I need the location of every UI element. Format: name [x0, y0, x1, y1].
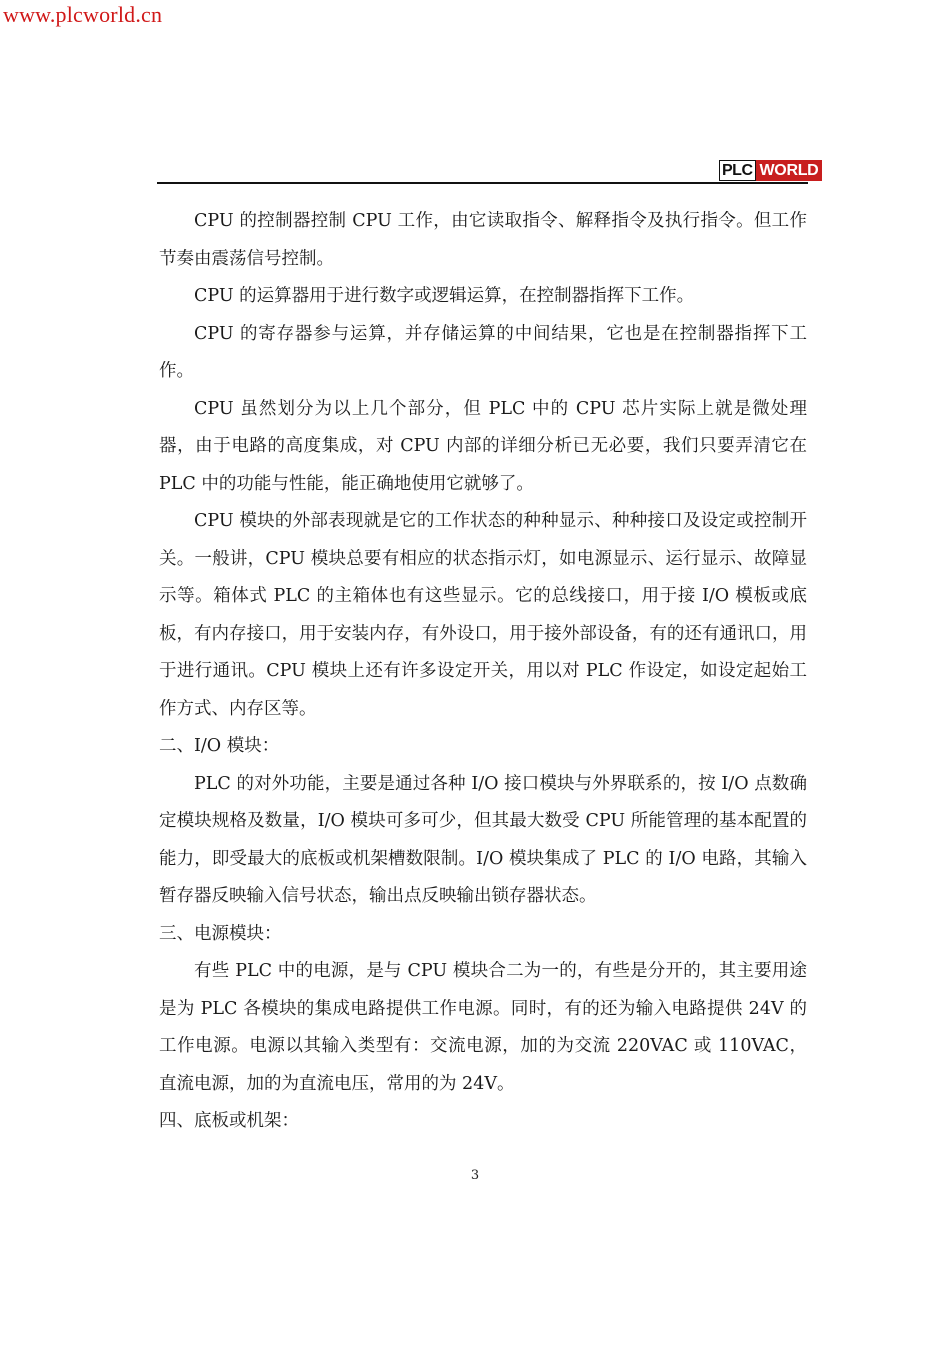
paragraph-cpu-controller: CPU 的控制器控制 CPU 工作，由它读取指令、解释指令及执行指令。但工作节奏由震荡信号控制。 [159, 211, 807, 269]
paragraph-io-module: PLC 的对外功能，主要是通过各种 I/O 接口模块与外界联系的，按 I/O 点数确定模块规格及数量，I/O 模块可多可少，但其最大数受 CPU 所能管理的基本配置的能力，即受最大的底板或机架槽数限制。I/O 模块集成了 PLC 的 I/O 电路，其输入暂存器反映输入信号状态，输出点反映输出锁存器状态。 [159, 773, 807, 906]
paragraph-cpu-register: CPU 的寄存器参与运算，并存储运算的中间结果，它也是在控制器指挥下工作。 [159, 323, 807, 381]
paragraph-cpu-alu: CPU 的运算器用于进行数字或逻辑运算，在控制器指挥下工作。 [194, 286, 695, 306]
paragraph-cpu-module-exterior: CPU 模块的外部表现就是它的工作状态的种种显示、种种接口及设定或控制开关。一般讲，CPU 模块总要有相应的状态指示灯，如电源显示、运行显示、故障显示等。箱体式 PLC 的主箱体也有这些显示。它的总线接口，用于接 I/O 模板或底板，有内存接口，用于安装内存，有外设口，用于接外部设备，有的还有通讯口，用于进行通讯。CPU 模块上还有许多设定开关，用以对 PLC 作设定，如设定起始工作方式、内存区等。 [159, 511, 807, 719]
section-heading-io-module: 二、I/O 模块： [159, 736, 280, 756]
section-heading-power-module: 三、电源模块： [159, 923, 282, 944]
document-body [159, 203, 807, 1141]
paragraph-cpu-microprocessor: CPU 虽然划分为以上几个部分，但 PLC 中的 CPU 芯片实际上就是微处理器，由于电路的高度集成，对 CPU 内部的详细分析已无必要，我们只要弄清它在 PLC 中的功能与性能，能正确地使用它就够了。 [159, 398, 807, 494]
header-rule [157, 182, 808, 184]
logo-plc-text: PLC [719, 160, 756, 181]
paragraph-power-module: 有些 PLC 中的电源，是与 CPU 模块合二为一的，有些是分开的，其主要用途是为 PLC 各模块的集成电路提供工作电源。同时，有的还为输入电路提供 24V 的工作电源。电源以其输入类型有：交流电源，加的为交流 220VAC 或 110VAC，直流电源，加的为直流电压，常用的为 24V。 [159, 961, 807, 1094]
page-number: 3 [470, 1168, 480, 1183]
section-heading-baseplate-rack: 四、底板或机架： [159, 1111, 299, 1131]
logo-world-text: WORLD [756, 160, 823, 181]
site-url[interactable]: www.plcworld.cn [3, 2, 163, 27]
plcworld-logo [719, 160, 822, 181]
